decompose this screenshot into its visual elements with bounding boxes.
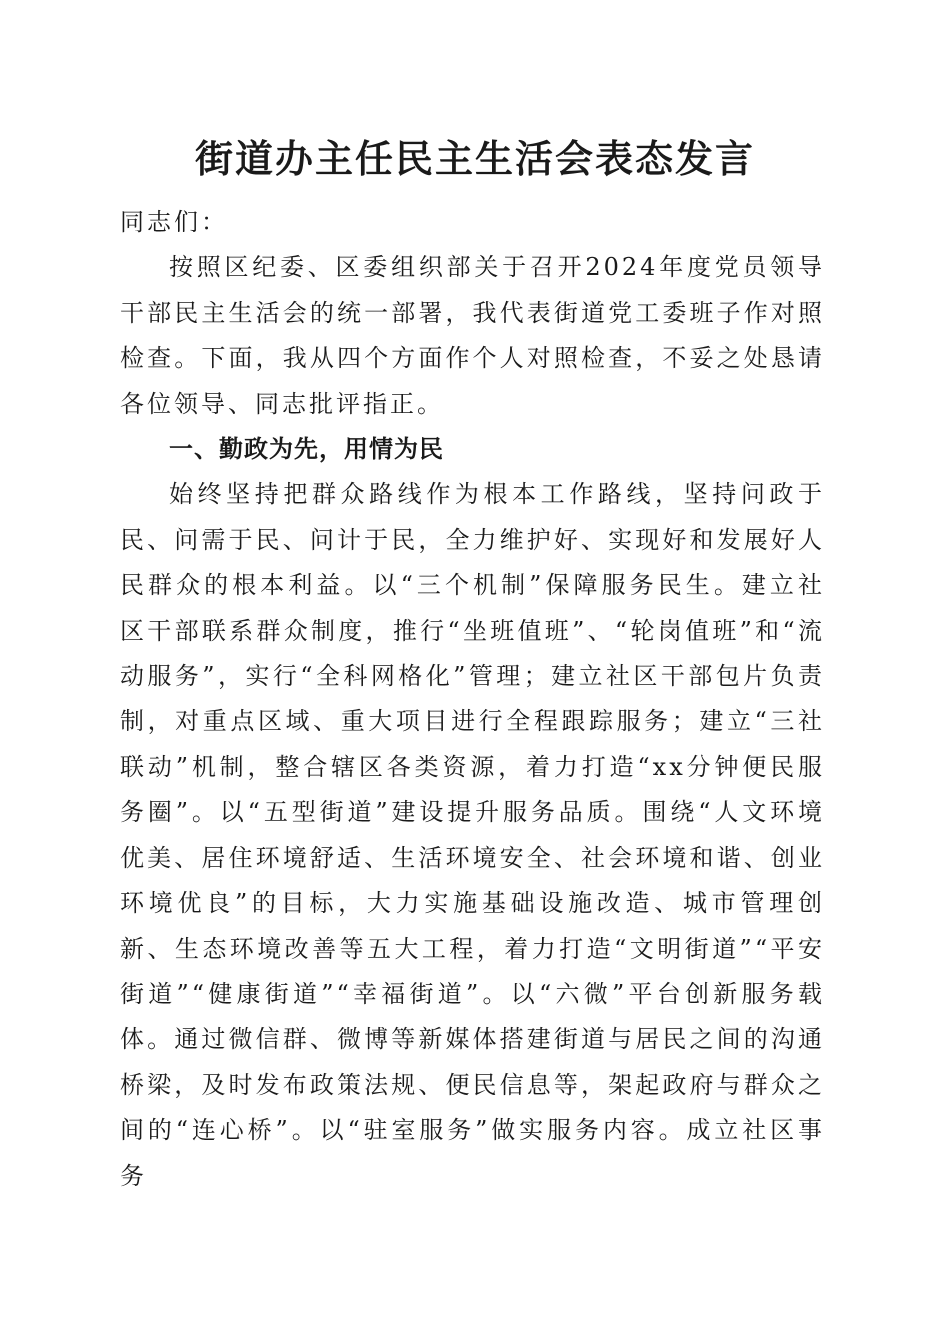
section-body-1: 始终坚持把群众路线作为根本工作路线，坚持问政于民、问需于民、问计于民，全力维护好、实现好和发展好人民群众的根本利益。以“三个机制”保障服务民生。建立社区干部联系群众制度，推行“坐班值班”、“轮岗值班”和“流动服务”，实行“全科网格化”管理；建立社区干部包片负责制，对重点区域、重大项目进行全程跟踪服务；建立“三社联动”机制，整合辖区各类资源，着力打造“xx分钟便民服务圈”。以“五型街道”建设提升服务品质。围绕“人文环境优美、居住环境舒适、生活环境安全、社会环境和谐、创业环境优良”的目标，大力实施基础设施改造、城市管理创新、生态环境改善等五大工程，着力打造“文明街道”“平安街道”“健康街道”“幸福街道”。以“六微”平台创新服务载体。通过微信群、微博等新媒体搭建街道与居民之间的沟通桥梁，及时发布政策法规、便民信息等，架起政府与群众之间的“连心桥”。以“驻室服务”做实服务内容。成立社区事务 bbox=[120, 480, 825, 1190]
document-title: 街道办主任民主生活会表态发言 bbox=[194, 136, 755, 181]
intro-paragraph: 按照区纪委、区委组织部关于召开2024年度党员领导干部民主生活会的统一部署，我代表街道党工委班子作对照检查。下面，我从四个方面作个人对照检查，不妥之处恳请各位领导、同志批评指正。 bbox=[120, 253, 825, 418]
document-body bbox=[120, 200, 825, 1199]
section-heading-1: 一、勤政为先，用情为民 bbox=[169, 435, 444, 464]
salutation: 同志们： bbox=[120, 208, 228, 236]
